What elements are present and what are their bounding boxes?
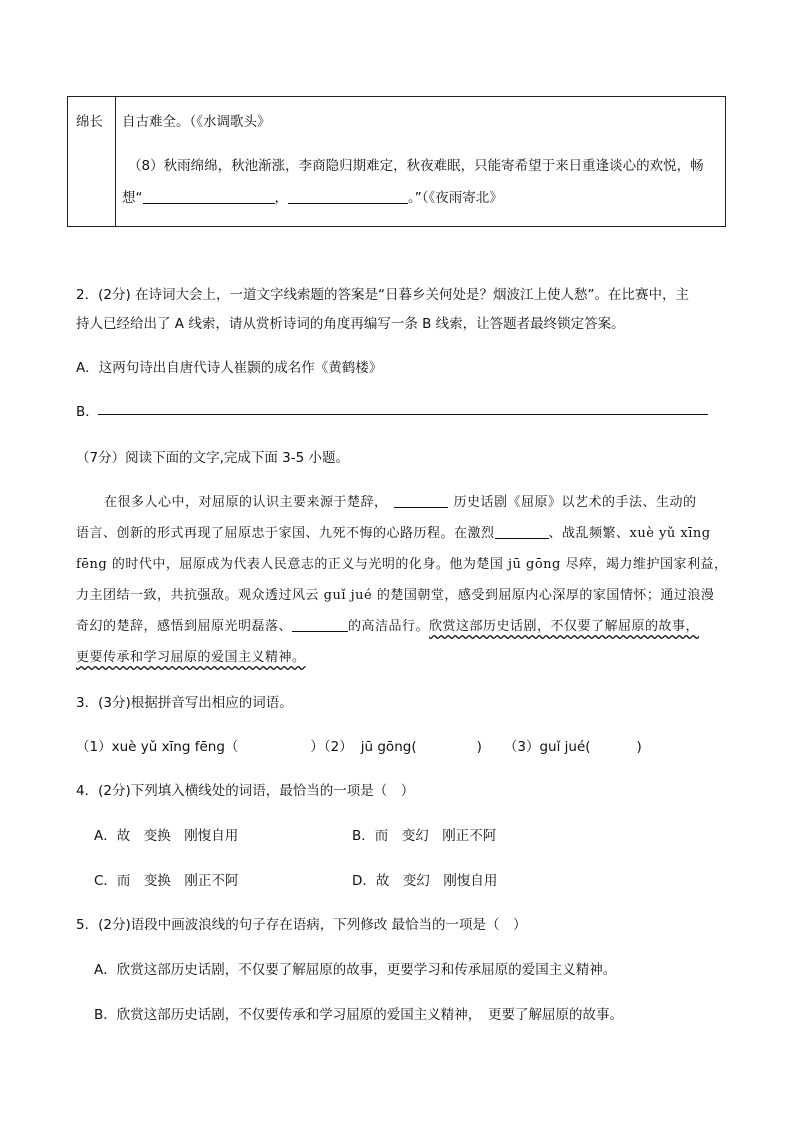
line3-prefix: 想“ — [122, 190, 143, 206]
q5-option-a[interactable]: A．欣赏这部历史话剧，不仅要了解屈原的故事，更要学习和传承屈原的爱国主义精神。 — [94, 962, 617, 978]
q2-stem-line2: 持人已经给出了 A 线索，请从赏析诗词的角度再编写一条 B 线索，让答题者最终锁定答案。 — [76, 316, 625, 332]
passage-text: 奇幻的楚辞，感悟到屈原光明磊落、 — [76, 619, 293, 634]
fill-blank[interactable] — [394, 493, 448, 508]
passage-text: 在很多人心中，对屈原的认识主要来源于楚辞， — [104, 495, 388, 510]
passage-line-4: 力主团结一致，共抗强敌。观众透过风云 guǐ jué 的楚国朝堂，感受到屈原内心深厚的家国情怀；通过浪漫 — [76, 588, 715, 603]
q3-item-3-end: ) — [636, 739, 642, 755]
q2-option-b-label: B． — [76, 404, 99, 420]
q2-stem-line1: 2．(2分) 在诗词大会上，一道文字线索题的答案是“日暮乡关何处是？烟波江上使人愁”。在比赛中，主 — [76, 287, 689, 303]
q5-option-b[interactable]: B．欣赏这部历史话剧，不仅要传承和学习屈原的爱国主义精神， 更要了解屈原的故事。 — [94, 1007, 624, 1023]
table-line-3 — [122, 186, 503, 206]
q4-option-d[interactable]: D．故 变幻 刚愎自用 — [352, 873, 498, 889]
q2-option-a: A．这两句诗出自唐代诗人崔颢的成名作《黄鹤楼》 — [76, 360, 383, 376]
q3-item-2: jū gōng( — [360, 739, 417, 755]
table-line-2: （8）秋雨绵绵，秋池渐涨，李商隐归期难定，秋夜难眠，只能寄希望于来日重逢谈心的欢悦，畅 — [128, 158, 704, 174]
passage-text: 历史话剧《屈原》以艺术的手法、生动的 — [453, 495, 697, 510]
passage-line-2 — [76, 522, 711, 541]
q4-option-c[interactable]: C．而 变换 刚正不阿 — [94, 873, 239, 889]
passage-line-3: fēng 的时代中，屈原成为代表人民意志的正义与光明的化身。他为楚国 jū gōng 尽瘁，竭力维护国家利益， — [76, 557, 728, 572]
fill-blank[interactable] — [288, 189, 408, 204]
q3-item-3: （3）guǐ jué( — [503, 739, 591, 755]
wavy-sentence-part1: 欣赏这部历史话剧，不仅要了解屈原的故事， — [429, 619, 700, 634]
q3-item-1-end: ）（2） — [310, 739, 353, 755]
q4-option-b[interactable]: B．而 变幻 刚正不阿 — [352, 828, 497, 844]
q4-stem: 4．(2分)下列填入横线处的词语，最恰当的一项是（ ） — [76, 783, 415, 799]
q3-items — [76, 735, 642, 755]
q3-item-2-end: ) — [476, 739, 482, 755]
q5-stem: 5．(2分)语段中画波浪线的句子存在语病，下列修改 最恰当的一项是（ ） — [76, 917, 527, 933]
fill-blank[interactable] — [143, 189, 275, 204]
passage-line-1 — [104, 491, 697, 510]
line3-separator: ， — [274, 190, 288, 206]
table-row-label: 绵长 — [76, 114, 103, 130]
passage-line-5 — [76, 615, 699, 634]
passage-text: 语言、创新的形式再现了屈原忠于家国、九死不悔的心路历程。在激烈 — [76, 526, 495, 541]
line3-suffix: 。”（《夜雨寄北》 — [408, 190, 503, 206]
q3-item-1: （1）xuè yǔ xīng fēng（ — [76, 739, 239, 755]
q2-answer-line[interactable] — [98, 414, 708, 415]
passage-text: 的高洁品行。 — [348, 619, 430, 634]
q4-option-a[interactable]: A．故 变换 刚愎自用 — [94, 828, 239, 844]
wavy-sentence-part2: 更要传承和学习屈原的爱国主义精神。 — [76, 650, 306, 665]
q3-stem: 3．(3分)根据拼音写出相应的词语。 — [76, 695, 293, 711]
fill-blank[interactable] — [495, 524, 549, 539]
fill-blank[interactable] — [292, 617, 348, 632]
table-column-divider — [115, 97, 116, 226]
table-line-1: 自古难全。（《水调歌头》 — [122, 114, 271, 130]
passage-text: 、战乱频繁、xuè yǔ xīng — [548, 526, 711, 541]
reading-intro: （7分）阅读下面的文字,完成下面 3-5 小题。 — [76, 450, 350, 466]
poetry-table — [67, 96, 726, 227]
